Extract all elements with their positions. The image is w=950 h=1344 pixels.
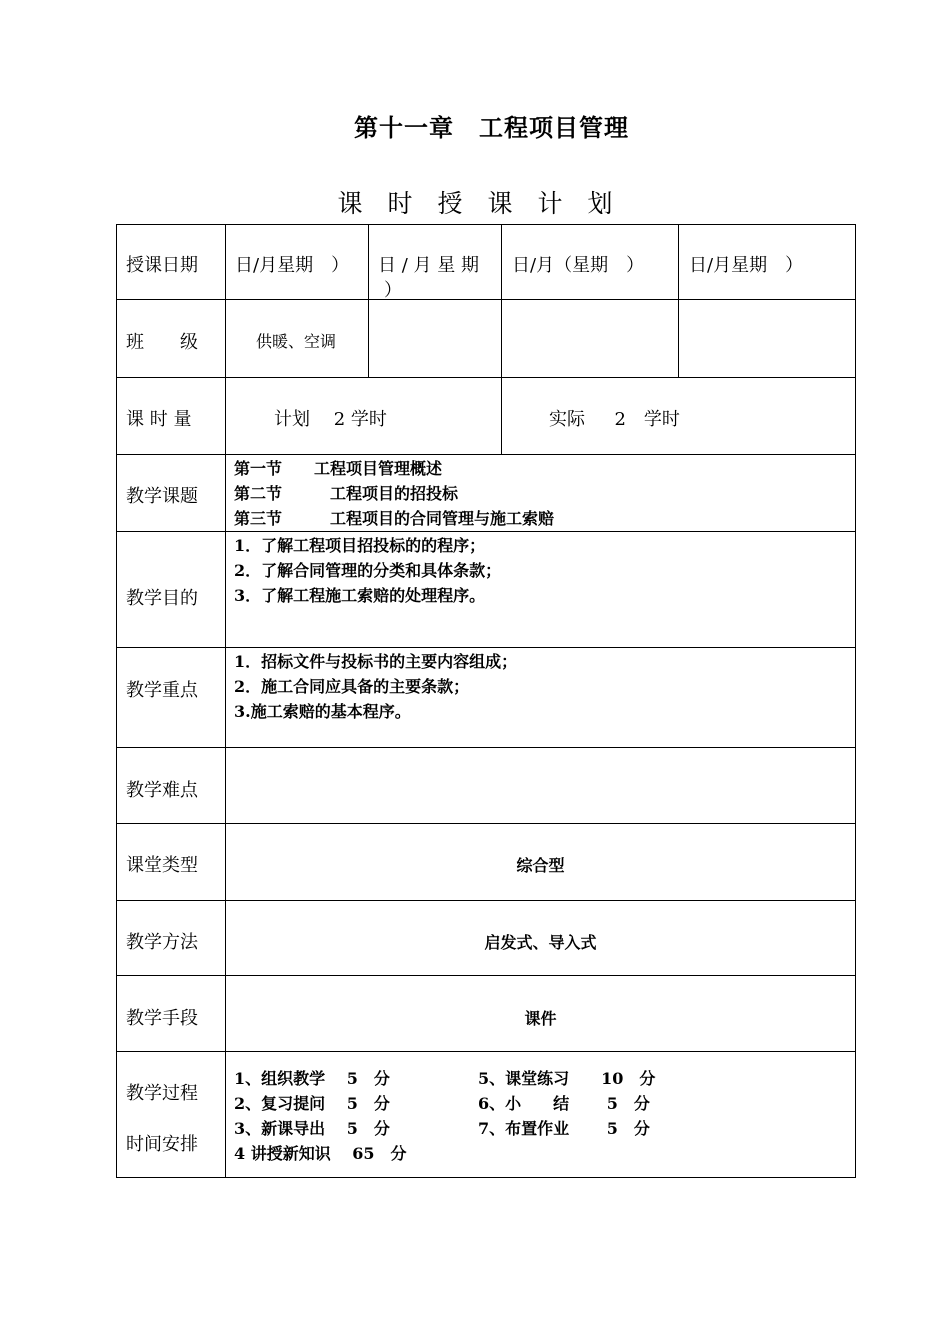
topic-line: 第一节 工程项目管理概述 [234, 459, 443, 478]
date-cell-3: 日/月（星期 ） [512, 255, 645, 276]
objective-line: 3．了解工程施工索赔的处理程序。 [234, 586, 486, 605]
key-point-line: 1．招标文件与投标书的主要内容组成； [234, 652, 518, 671]
chapter-title: 第十一章 工程项目管理 [354, 113, 629, 142]
date-cell-2-wrap: ） [384, 280, 402, 301]
date-cell-2: 日 / 月 星 期 [378, 255, 479, 276]
process-item: 1、组织教学 5 分 [234, 1069, 390, 1088]
objective-list [234, 533, 501, 608]
key-point-line: 3.施工索赔的基本程序。 [234, 702, 411, 721]
schedule-label: 时间安排 [126, 1134, 198, 1155]
row-divider [116, 823, 856, 824]
class-type-label: 课堂类型 [126, 855, 198, 876]
hours-actual: 实际 2 学时 [549, 409, 680, 430]
topic-line: 第三节 工程项目的合同管理与施工索赔 [234, 509, 555, 528]
row-divider [116, 900, 856, 901]
objective-line: 1．了解工程项目招投标的的程序； [234, 536, 486, 555]
process-label: 教学过程 [126, 1083, 198, 1104]
process-item: 2、复习提问 5 分 [234, 1094, 390, 1113]
column-divider [368, 224, 369, 377]
objective-line: 2．了解合同管理的分类和具体条款； [234, 561, 502, 580]
method-label: 教学方法 [126, 932, 198, 953]
topic-list [234, 456, 554, 531]
process-item: 3、新课导出 5 分 [234, 1119, 390, 1138]
table-border-bottom [116, 1177, 856, 1178]
process-list-right [478, 1066, 655, 1141]
row-divider [116, 975, 856, 976]
means-label: 教学手段 [126, 1008, 198, 1029]
class-label: 班 级 [126, 332, 198, 353]
date-label: 授课日期 [126, 255, 198, 276]
method-value: 启发式、导入式 [484, 933, 597, 952]
topic-line: 第二节 工程项目的招投标 [234, 484, 459, 503]
means-value: 课件 [524, 1009, 557, 1028]
row-divider [116, 747, 856, 748]
date-cell-1: 日/月星期 ） [235, 255, 350, 276]
difficulties-label: 教学难点 [126, 780, 198, 801]
table-border-right [855, 224, 856, 1178]
key-points-label: 教学重点 [126, 680, 198, 701]
row-divider [116, 531, 856, 532]
row-divider [116, 454, 856, 455]
row-divider [116, 647, 856, 648]
row-divider [116, 299, 856, 300]
table-border-top [116, 224, 856, 225]
class-value: 供暖、空调 [256, 332, 337, 351]
process-list-left [234, 1066, 407, 1166]
topic-label: 教学课题 [126, 486, 198, 507]
class-type-value: 综合型 [516, 856, 565, 875]
table-border-left [116, 224, 117, 1178]
objective-label: 教学目的 [126, 588, 198, 609]
column-divider [501, 224, 502, 454]
process-item: 4 讲授新知识 65 分 [234, 1144, 407, 1163]
hours-label: 课 时 量 [126, 409, 192, 430]
column-divider [678, 224, 679, 377]
date-cell-4: 日/月星期 ） [689, 255, 804, 276]
process-item: 5、课堂练习 10 分 [478, 1069, 656, 1088]
process-item: 6、小 结 5 分 [478, 1094, 650, 1113]
plan-title: 课时授课计划 [337, 189, 638, 218]
row-divider [116, 1051, 856, 1052]
process-item: 7、布置作业 5 分 [478, 1119, 650, 1138]
key-point-line: 2．施工合同应具备的主要条款； [234, 677, 470, 696]
row-divider [116, 377, 856, 378]
hours-planned: 计划 2 学时 [274, 409, 387, 430]
key-points-list [234, 649, 517, 724]
label-column-divider [225, 224, 226, 1178]
